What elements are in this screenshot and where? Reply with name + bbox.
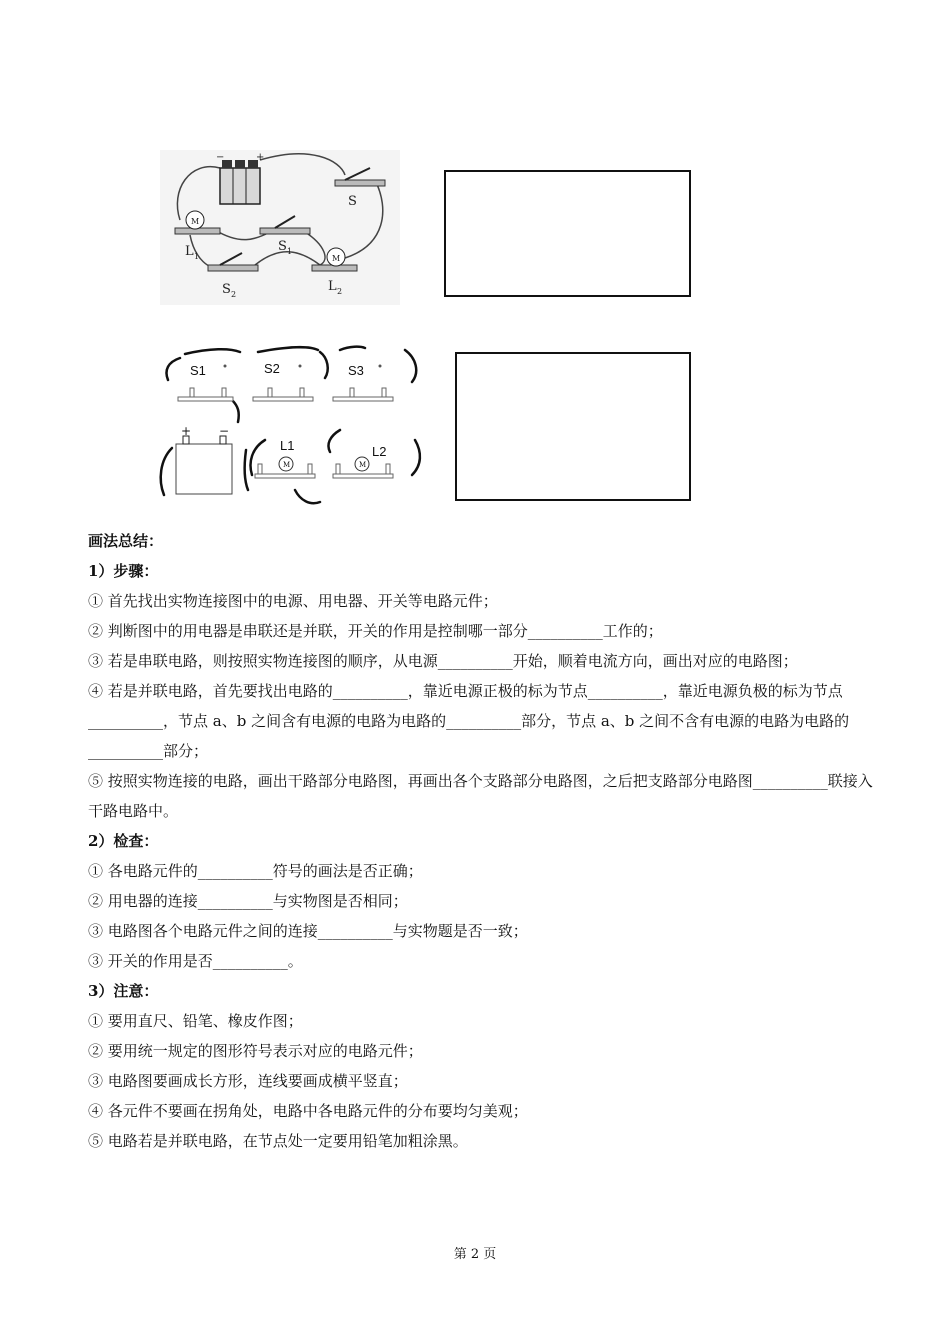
lamp-l2-motor-symbol: M (332, 254, 341, 263)
check-4: ③ 开关的作用是否__________。 (88, 952, 303, 970)
circuit-photo-figure (160, 150, 400, 305)
note-5: ⑤ 电路若是并联电路，在节点处一定要用铅笔加粗涂黑。 (88, 1132, 468, 1150)
switch-s1-label: S1 (190, 363, 206, 378)
note-1: ① 要用直尺、铅笔、橡皮作图； (88, 1012, 303, 1030)
component-layout-figure (150, 340, 430, 510)
summary-section (88, 526, 878, 1156)
lamp-l1-motor-symbol: M (191, 217, 200, 226)
step-5: ⑤ 按照实物连接的电路，画出干路部分电路图，再画出各个支路部分电路图，之后把支路部分电路图__________联接入干路电路中。 (88, 772, 873, 820)
lamp-l1-symbol: M (283, 461, 291, 469)
answer-box-2 (455, 352, 691, 501)
lamp-l1-sub: 1 (194, 252, 200, 261)
step-2: ② 判断图中的用电器是串联还是并联，开关的作用是控制哪一部分__________工作的； (88, 622, 663, 640)
switch-s1-label: S (278, 239, 287, 254)
steps-title: 1）步骤： (88, 562, 159, 580)
step-3: ③ 若是串联电路，则按照实物连接图的顺序，从电源__________开始，顺着电流方向，画出对应的电路图； (88, 652, 798, 670)
switch-s2-label: S (222, 282, 231, 297)
answer-box-1 (444, 170, 691, 297)
battery-plus-label: + (256, 152, 265, 163)
lamp-l2-label: L2 (372, 444, 387, 459)
lamp-l2 (333, 457, 393, 478)
battery (220, 160, 260, 204)
note-3: ③ 电路图要画成长方形，连线要画成横平竖直； (88, 1072, 408, 1090)
switch-s3-base (333, 388, 393, 401)
battery-minus-label: − (216, 152, 225, 163)
switch-s2-sub: 2 (231, 290, 237, 299)
note-2: ② 要用统一规定的图形符号表示对应的电路元件； (88, 1042, 423, 1060)
battery-box (176, 436, 232, 494)
step-1: ① 首先找出实物连接图中的电源、用电器、开关等电路元件； (88, 592, 498, 610)
check-3: ③ 电路图各个电路元件之间的连接__________与实物题是否一致； (88, 922, 528, 940)
lamp-l1-label: L (185, 244, 194, 259)
lamp-l1 (255, 457, 315, 478)
switch-s2-label: S2 (264, 361, 280, 376)
lamp-l2-symbol: M (359, 461, 367, 469)
check-title: 2）检查： (88, 832, 159, 850)
switch-s3-label: S3 (348, 363, 364, 378)
step-4: ④ 若是并联电路，首先要找出电路的__________，靠近电源正极的标为节点__________，靠近电源负极的标为节点__________，节点 a、b 之间含有电源的电路为电路的__________部分，节点 a、b 之间不含有电源的电路为电路的__________部分； (88, 682, 850, 760)
switch-s2-base (253, 388, 313, 401)
summary-heading: 画法总结： (88, 532, 164, 550)
lamp-l2-label: L (328, 279, 337, 294)
check-1: ① 各电路元件的__________符号的画法是否正确； (88, 862, 423, 880)
note-title: 3）注意： (88, 982, 159, 1000)
switch-s1-sub: 1 (287, 247, 293, 256)
battery-minus-label: − (219, 424, 230, 438)
switch-s1-base (178, 388, 233, 401)
lamp-l2-sub: 2 (337, 287, 343, 296)
lamp-l1-label: L1 (280, 438, 295, 453)
battery-plus-label: + (181, 424, 192, 438)
page-number: 第 2 页 (453, 1247, 497, 1262)
switch-s-label: S (348, 194, 357, 209)
note-4: ④ 各元件不要画在拐角处，电路中各电路元件的分布要均匀美观； (88, 1102, 528, 1120)
check-2: ② 用电器的连接__________与实物图是否相同； (88, 892, 408, 910)
